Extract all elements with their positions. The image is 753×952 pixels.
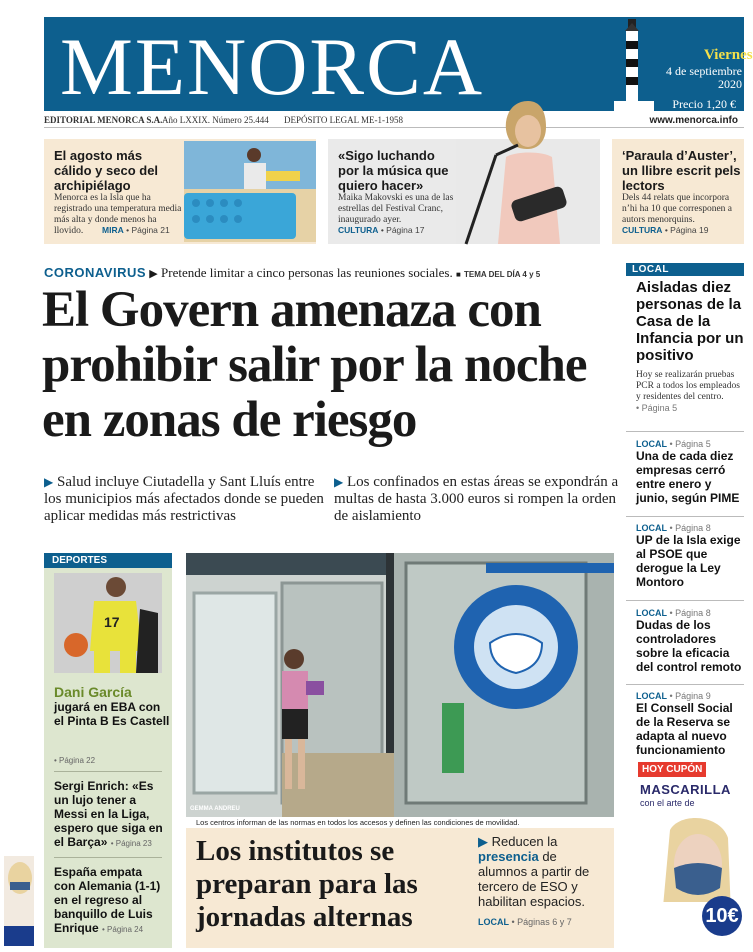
rc-tag: LOCAL • Página 8 (636, 608, 711, 618)
rc-top-body: Hoy se realizarán pruebas PCR a todos los empleados y residentes del centro. (636, 370, 740, 402)
singer-photo (456, 101, 600, 244)
sports-box (44, 553, 172, 948)
main-story-headline[interactable]: Los institutos se preparan para las jornadas alternas (196, 835, 418, 933)
website-link[interactable]: www.menorca.info (649, 115, 738, 126)
triangle-icon: ▶ (334, 475, 344, 489)
rc-story-4[interactable] (636, 691, 744, 757)
promo-title: «Sigo luchando por la música que quiero hacer» (338, 148, 449, 193)
sports-item-1[interactable]: Sergi Enrich: «Es un lujo tener a Messi en la Liga, espero que siga en el Barça» • Página 23 (54, 779, 163, 849)
masthead-title: MENORCA (60, 21, 485, 112)
sports-section: DEPORTES (44, 553, 172, 568)
main-story-tag: LOCAL • Páginas 6 y 7 (478, 917, 572, 927)
coupon-title: MASCARILLA (640, 782, 731, 797)
right-column (626, 263, 744, 763)
lead-subhead-1: ▶ Salud incluye Ciutadella y Sant Lluís entre los municipios más afectados donde se pueden aplicar medidas más restrictivas (44, 474, 324, 524)
kicker-label: CORONAVIRUS (44, 265, 147, 280)
promo-book[interactable] (612, 139, 744, 244)
divider (626, 516, 744, 517)
kicker-text: Pretende limitar a cinco personas las reuniones sociales. (161, 265, 453, 280)
tema-del-dia: TEMA DEL DÍA 4 y 5 (464, 270, 541, 279)
promo-title: ‘Paraula d’Auster’, un llibre escrit pels lectors (622, 148, 741, 193)
svg-text:17: 17 (104, 614, 120, 630)
rc-title: Una de cada diez empresas cerró entre enero y junio, según PIME (636, 449, 740, 505)
photo-credit: GEMMA ANDREU (190, 806, 240, 812)
legal-deposit: DEPÓSITO LEGAL ME-1-1958 (284, 115, 403, 125)
lead-headline[interactable]: El Govern amenaza con prohibir salir por la noche en zonas de riesgo (42, 282, 587, 448)
rc-top-story[interactable] (636, 279, 744, 413)
rc-tag: LOCAL • Página 8 (636, 523, 711, 533)
masthead (44, 17, 753, 112)
lead-subhead-2: ▶ Los confinados en estas áreas se expondrán a multas de hasta 3.000 euros si rompen la orden de aislamiento (334, 474, 619, 524)
divider (626, 684, 744, 685)
edge-thumbnail-icon (4, 856, 34, 946)
promo-tag: CULTURA • Página 17 (338, 225, 425, 235)
divider (54, 771, 162, 772)
rc-top-title: Aisladas diez personas de la Casa de la Infancia por un positivo (636, 279, 744, 364)
main-photo (186, 553, 614, 817)
masthead-day: Viernes (704, 47, 753, 63)
main-story-subhead: ▶ Reducen la presencia de alumnos a partir de tercero de ESO y habilitan espacios. (478, 834, 590, 909)
rc-title: El Consell Social de la Reserva se adapta al nuevo funcionamiento (636, 701, 733, 757)
school-entrance-photo (186, 553, 614, 817)
coupon-price: 10€ (702, 896, 742, 936)
coupon-subtitle: con el arte de (640, 798, 695, 808)
rc-top-page: • Página 5 (636, 403, 678, 413)
sports-item-2[interactable]: España empata con Alemania (1-1) en el regreso al banquillo de Luis Enrique • Página 24 (54, 865, 161, 935)
rc-story-1[interactable] (636, 439, 744, 505)
coupon-badge: HOY CUPÓN (638, 762, 706, 777)
promo-title: El agosto más cálido y seco del archipiélago (54, 148, 159, 193)
lead-kicker (44, 265, 540, 281)
rc-tag: LOCAL • Página 5 (636, 439, 711, 449)
masthead-date: 4 de septiembre 2020 (666, 64, 742, 91)
promo-weather[interactable] (44, 139, 316, 244)
right-column-section: LOCAL (626, 263, 744, 276)
issue-number: Año LXXIX. Número 25.444 (162, 115, 269, 125)
divider (626, 431, 744, 432)
sports-lead-page: • Página 22 (54, 756, 96, 765)
photo-caption: Los centros informan de las normas en todos los accesos y definen las condiciones de movilidad. (196, 818, 520, 827)
rc-title: Dudas de los controladores sobre la eficacia del control remoto (636, 618, 742, 674)
promo-body: Dels 44 relats que incorpora n’hi ha 10 que corresponen a autors menorquins. (622, 193, 733, 225)
square-icon: ■ (455, 270, 461, 279)
edge-thumbnail (4, 856, 34, 946)
rc-title: UP de la Isla exige al PSOE que derogue la Ley Montoro (636, 533, 741, 589)
masthead-price: Precio 1,20 € (672, 97, 736, 111)
basketball-photo (54, 573, 162, 673)
triangle-icon: ▶ (44, 475, 54, 489)
promo-body: Maika Makovski es una de las estrellas del Festival Cranc, inaugurado ayer. (338, 193, 454, 225)
sports-lead[interactable]: Dani García jugará en EBA con el Pinta B Es Castell (54, 684, 170, 728)
promo-tag: CULTURA • Página 19 (622, 225, 709, 235)
rc-tag: LOCAL • Página 9 (636, 691, 711, 701)
triangle-icon: ▶ (478, 834, 488, 849)
promo-tag: MIRA • Página 21 (102, 225, 170, 235)
triangle-icon: ▶ (149, 268, 158, 280)
divider (626, 600, 744, 601)
divider (54, 857, 162, 858)
mask-coupon[interactable] (634, 762, 744, 942)
beach-photo (184, 141, 316, 242)
promo-music[interactable] (328, 139, 600, 244)
promo-body: Menorca es la Isla que ha registrado una temperatura media más alta y donde menos ha llovido. (54, 193, 182, 236)
publisher: EDITORIAL MENORCA S.A. (44, 115, 163, 125)
edition-bar (44, 112, 744, 128)
rc-story-2[interactable] (636, 523, 744, 589)
rc-story-3[interactable] (636, 608, 744, 674)
